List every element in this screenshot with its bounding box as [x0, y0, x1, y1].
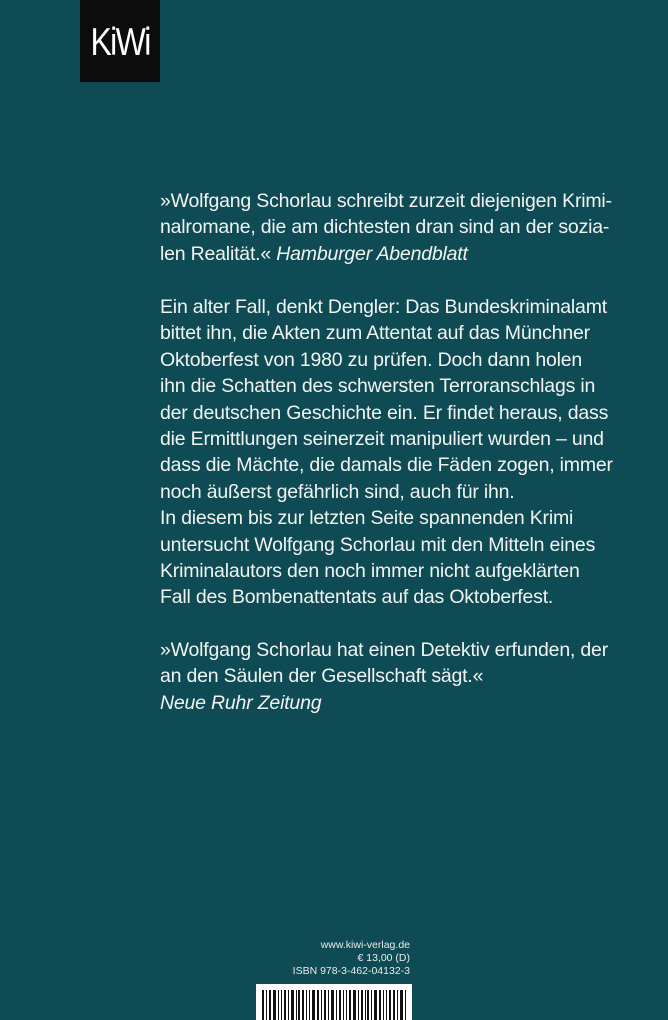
barcode-bar: [405, 990, 406, 1020]
blurb-line: In diesem bis zur letzten Seite spannenden Krimi: [160, 507, 574, 530]
barcode-bar: [306, 990, 307, 1020]
blurb-line: Ein alter Fall, denkt Dengler: Das Bundeskriminalamt: [160, 296, 607, 318]
barcode-bar: [397, 990, 398, 1020]
quote-line: »Wolfgang Schorlau hat einen Detektiv erfunden, der: [160, 639, 608, 661]
blurb-line: ihn die Schatten des schwersten Terroranschlags in: [160, 375, 596, 398]
review-quote-1: [160, 188, 612, 267]
barcode-bar: [358, 990, 359, 1020]
blurb-line: der deutschen Geschichte ein. Er findet heraus, dass: [160, 401, 609, 424]
publisher-website: www.kiwi-verlag.de: [320, 939, 410, 951]
barcode-bars: [262, 990, 406, 1020]
quote-line-text: len Realität.«: [160, 242, 272, 265]
isbn-barcode: [256, 984, 412, 1020]
barcode-bar: [281, 990, 282, 1020]
barcode-bar: [262, 990, 264, 1020]
barcode-bar: [367, 990, 369, 1020]
quote-line: an den Säulen der Gesellschaft sägt.«: [160, 665, 484, 688]
barcode-bar: [266, 990, 267, 1020]
barcode-bar: [317, 990, 319, 1020]
barcode-bar: [400, 990, 403, 1020]
barcode-bar: [365, 990, 366, 1020]
barcode-bar: [361, 990, 363, 1020]
quote-line: nalromane, die am dichtesten dran sind an der sozia-: [160, 216, 610, 239]
barcode-bar: [328, 990, 329, 1020]
book-blurb: [160, 294, 613, 611]
blurb-line: die Ermittlungen seinerzeit manipuliert wurden – und: [160, 428, 604, 451]
barcode-bar: [284, 990, 286, 1020]
blurb-line: noch äußerst gefährlich sind, auch für ihn.: [160, 480, 515, 503]
barcode-bar: [278, 990, 279, 1020]
barcode-bar: [379, 990, 381, 1020]
barcode-bar: [269, 990, 271, 1020]
barcode-bar: [339, 990, 341, 1020]
barcode-bar: [336, 990, 337, 1020]
barcode-bar: [393, 990, 395, 1020]
barcode-bar: [343, 990, 344, 1020]
barcode-bar: [371, 990, 372, 1020]
barcode-bar: [389, 990, 391, 1020]
barcode-bar: [386, 990, 387, 1020]
barcode-bar: [296, 990, 297, 1020]
blurb-line: Oktoberfest von 1980 zu prüfen. Doch dann holen: [160, 348, 583, 371]
barcode-bar: [291, 990, 294, 1020]
isbn: ISBN 978-3-462-04132-3: [292, 965, 410, 977]
blurb-line: bittet ihn, die Akten zum Attentat auf das Münchner: [160, 322, 590, 345]
barcode-bar: [302, 990, 304, 1020]
review-quote-2: [160, 637, 608, 716]
quote-line: »Wolfgang Schorlau schreibt zurzeit diejenigen Krimi-: [160, 190, 612, 212]
barcode-bar: [321, 990, 322, 1020]
barcode-bar: [331, 990, 334, 1020]
barcode-bar: [349, 990, 351, 1020]
barcode-bar: [374, 990, 377, 1020]
blurb-line: Kriminalautors den noch immer nicht aufgeklärten: [160, 560, 580, 583]
publisher-logo: [80, 0, 160, 82]
quote-source: Neue Ruhr Zeitung: [160, 691, 322, 714]
quote-line: [160, 241, 600, 267]
blurb-line: untersucht Wolfgang Schorlau mit den Mitteln eines: [160, 533, 596, 556]
barcode-bar: [288, 990, 289, 1020]
publisher-logo-text: KiWi: [90, 21, 150, 64]
barcode-bar: [346, 990, 347, 1020]
blurb-line: Fall des Bombenattentats auf das Oktoberfest.: [160, 586, 554, 609]
barcode-bar: [273, 990, 276, 1020]
imprint-info: [270, 939, 410, 978]
blurb-line: dass die Mächte, die damals die Fäden zogen, immer: [160, 454, 613, 477]
quote-source: Hamburger Abendblatt: [276, 242, 468, 265]
barcode-bar: [309, 990, 310, 1020]
price: € 13,00 (D): [357, 952, 410, 964]
barcode-bar: [312, 990, 315, 1020]
barcode-bar: [383, 990, 384, 1020]
barcode-bar: [353, 990, 356, 1020]
barcode-bar: [324, 990, 326, 1020]
barcode-bar: [298, 990, 300, 1020]
